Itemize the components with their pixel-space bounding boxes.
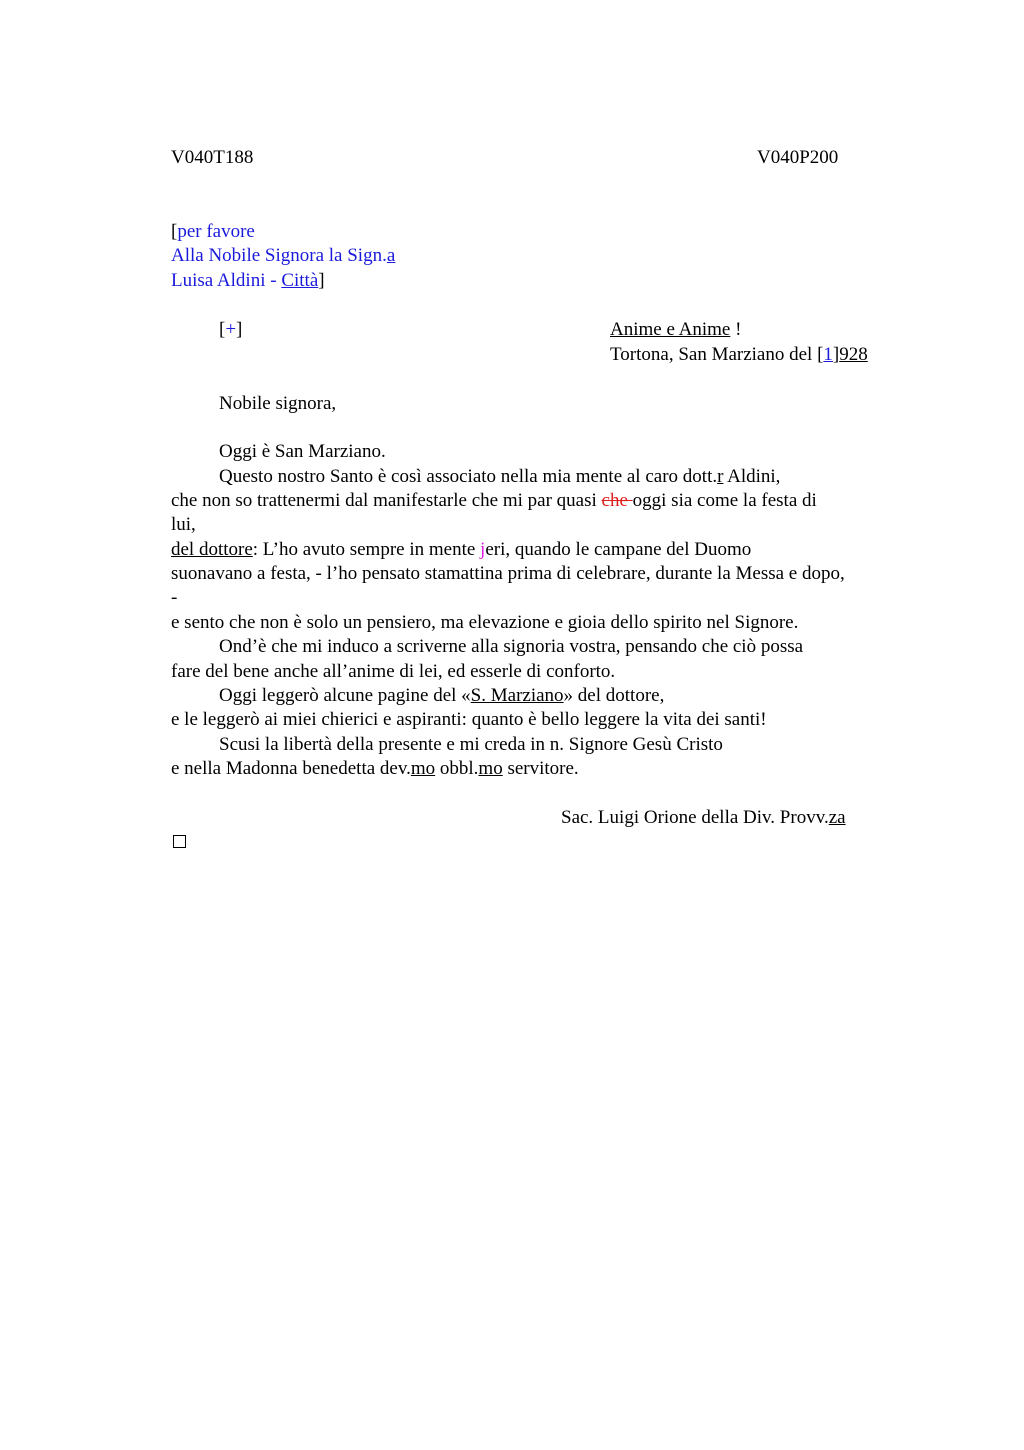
checkbox-icon (173, 835, 186, 848)
body-line: lui, (171, 514, 196, 535)
body-line: e sento che non è solo un pensiero, ma elevazione e gioia dello spirito nel Signore. (171, 612, 799, 633)
cross-sign (219, 318, 242, 342)
deleted-word: che (601, 490, 633, 511)
cross-bracket-close: ] (236, 319, 243, 340)
cross-bracket-open: [ (219, 319, 226, 340)
place-date-digit: 1 (823, 344, 833, 365)
address-recipient: Alla Nobile Signora la Sign. (171, 245, 387, 266)
address-line-3 (171, 269, 325, 293)
body-line: fare del bene anche all’anime di lei, ed esserle di conforto. (171, 661, 616, 682)
abbrev-sup: mo (478, 758, 503, 779)
signature (561, 806, 846, 830)
bracket-close: ] (318, 270, 325, 291)
body-text: Questo nostro Santo è così associato nella mia mente al caro dott. (219, 466, 718, 487)
motto-suffix: ! (730, 319, 742, 340)
body-text: : L’ho avuto sempre in mente (252, 539, 481, 560)
body-line (171, 489, 817, 513)
place-date (610, 343, 868, 367)
body-line: Oggi è San Marziano. (219, 441, 386, 462)
body-text: Aldini, (723, 466, 781, 487)
signature-sup: za (828, 807, 846, 828)
body-line: Scusi la libertà della presente e mi creda in n. Signore Gesù Cristo (219, 734, 723, 755)
place-date-close: ] (832, 344, 840, 365)
address-city: Città (281, 270, 319, 291)
body-text: servitore. (502, 758, 579, 779)
body-line: Ond’è che mi induco a scriverne alla signoria vostra, pensando che ciò possa (219, 636, 804, 657)
body-text: Oggi leggerò alcune pagine del « (219, 685, 471, 706)
body-line (171, 538, 751, 562)
cross-plus: + (225, 319, 237, 340)
body-text: » del dottore, (563, 685, 665, 706)
address-per-favore: per favore (177, 221, 255, 242)
motto-text: Anime e Anime (610, 319, 731, 340)
motto (610, 318, 741, 342)
signature-text: Sac. Luigi Orione della Div. Provv. (561, 807, 829, 828)
body-line: e le leggerò ai miei chierici e aspiranti: quanto è bello leggere la vita dei santi! (171, 709, 767, 730)
address-line-1 (171, 220, 255, 244)
abbrev-sup: mo (410, 758, 436, 779)
book-title: S. Marziano (470, 685, 564, 706)
body-abbrev-sup: r (717, 466, 724, 487)
body-text: oggi sia come la festa di (632, 490, 817, 511)
highlighted-letter: j (480, 539, 486, 560)
salutation: Nobile signora, (219, 393, 337, 414)
place-date-prefix: Tortona, San Marziano del [ (610, 344, 824, 365)
bracket-open: [ (171, 221, 178, 242)
address-line-2 (171, 244, 395, 268)
body-text: obbl. (435, 758, 479, 779)
body-text: eri, quando le campane del Duomo (485, 539, 752, 560)
body-line: - (171, 587, 178, 608)
place-date-year: 928 (839, 344, 868, 365)
address-abbrev-sup: a (386, 245, 396, 266)
body-line (219, 465, 780, 489)
body-line (219, 684, 664, 708)
body-text: e nella Madonna benedetta dev. (171, 758, 411, 779)
document-code-right: V040P200 (757, 147, 839, 168)
address-name: Luisa Aldini - (171, 270, 282, 291)
underlined-phrase: del dottore (171, 539, 253, 560)
body-text: che non so trattenermi dal manifestarle che mi par quasi (171, 490, 602, 511)
body-line: suonavano a festa, - l’ho pensato stamattina prima di celebrare, durante la Messa e dopo, (171, 563, 845, 584)
body-line (171, 757, 579, 781)
document-code-left: V040T188 (171, 147, 254, 168)
